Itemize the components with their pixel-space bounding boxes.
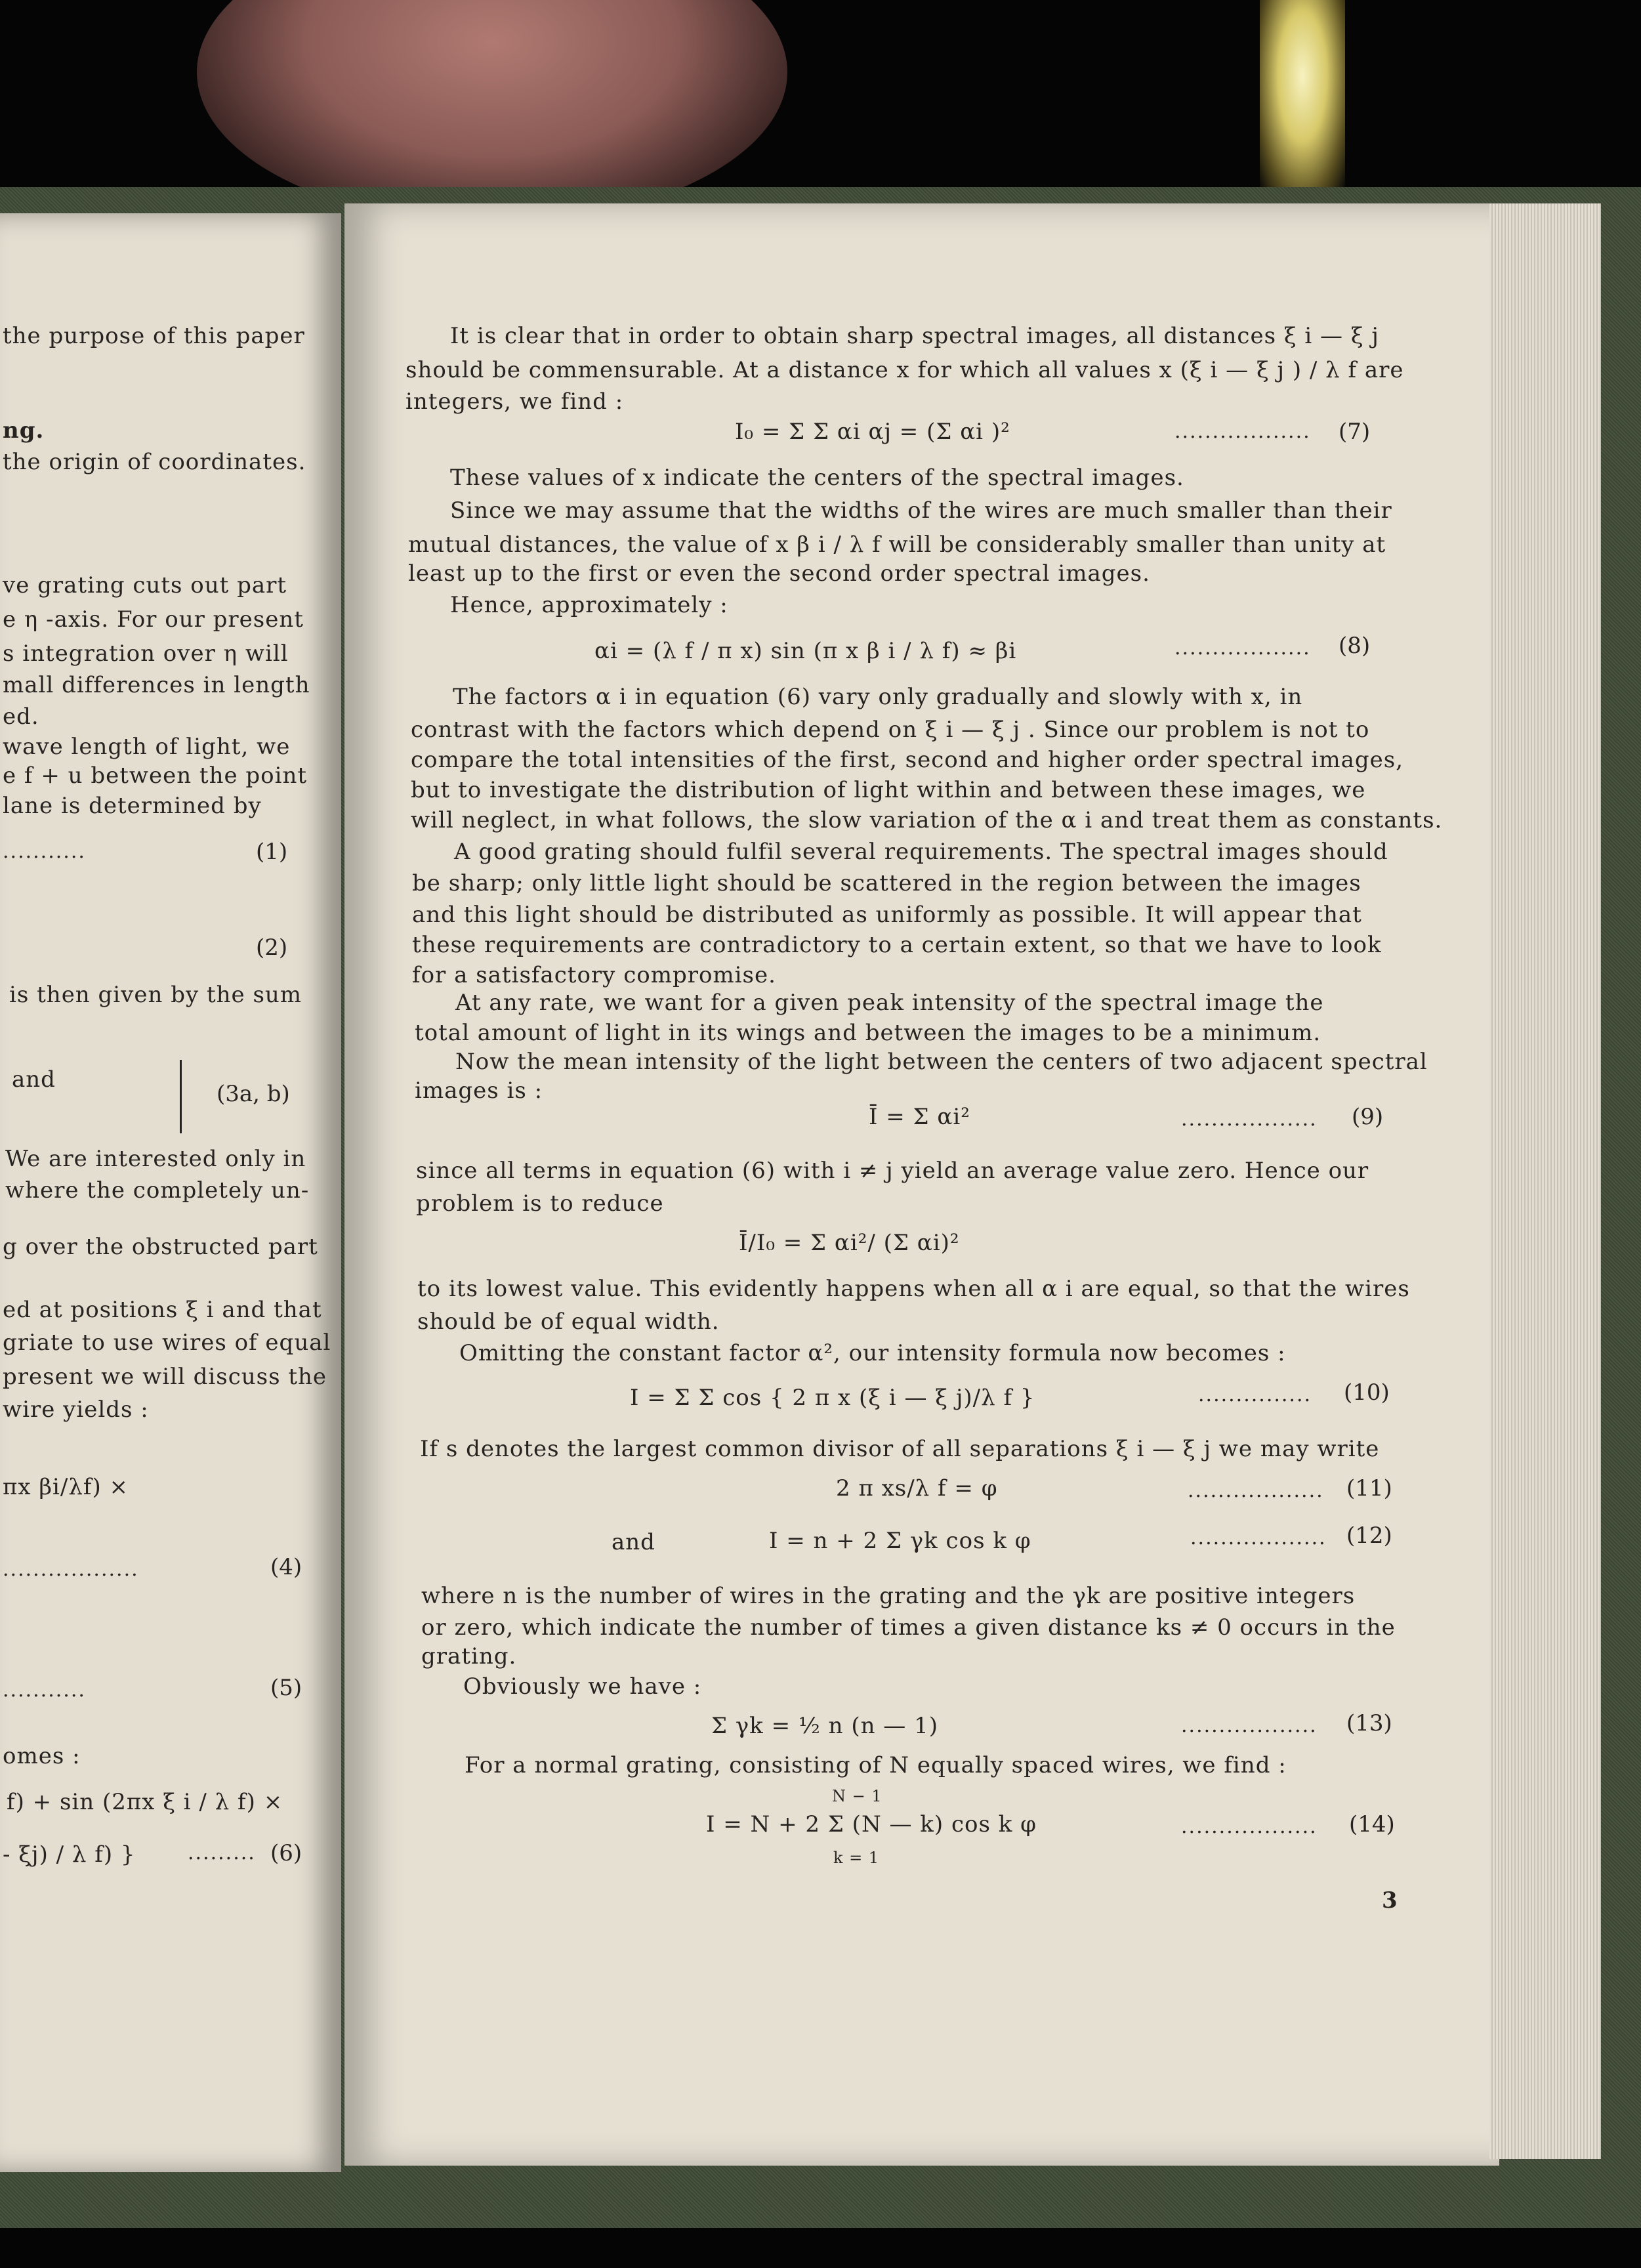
equation-number: (10) <box>1344 1379 1390 1406</box>
text-line: where n is the number of wires in the grating and the γk are positive integers <box>421 1583 1356 1609</box>
text-line: It is clear that in order to obtain sharp spectral images, all distances ξ i — ξ j <box>450 323 1379 349</box>
text-line: will neglect, in what follows, the slow variation of the α i and treat them as constants. <box>411 807 1443 833</box>
equation-number: (14) <box>1349 1811 1395 1838</box>
text-line: e η -axis. For our present <box>3 606 304 633</box>
dot-leader: ........... <box>3 840 86 863</box>
dot-leader: ............... <box>1198 1383 1312 1406</box>
equation-number: (4) <box>270 1554 302 1580</box>
text-line: Hence, approximately : <box>450 592 728 618</box>
text-line: These values of x indicate the centers of the spectral images. <box>450 465 1184 491</box>
text-line: ng. <box>3 417 45 444</box>
text-line: ed at positions ξ i and that <box>3 1297 322 1323</box>
text-line: compare the total intensities of the first, second and higher order spectral images, <box>411 747 1404 773</box>
text-line: least up to the first or even the second order spectral images. <box>408 560 1150 587</box>
equation-number: (2) <box>256 934 288 961</box>
equation: I₀ = Σ Σ αi αj = (Σ αi )² <box>735 419 1010 445</box>
text-line: Obviously we have : <box>463 1673 702 1700</box>
text-line: griate to use wires of equal <box>3 1330 331 1356</box>
text-line: and <box>612 1529 655 1555</box>
brace <box>169 1060 182 1133</box>
equation: I = N + 2 Σ (N — k) cos k φ <box>706 1811 1037 1838</box>
text-line: be sharp; only little light should be scattered in the region between the images <box>412 870 1361 896</box>
text-line: and this light should be distributed as uniformly as possible. It will appear that <box>412 902 1362 928</box>
text-line: these requirements are contradictory to a certain extent, so that we have to look <box>412 932 1382 958</box>
text-line: Since we may assume that the widths of the wires are much smaller than their <box>450 497 1392 524</box>
text-line: g over the obstructed part <box>3 1234 318 1260</box>
text-line: e f + u between the point <box>3 763 308 789</box>
equation: I = n + 2 Σ γk cos k φ <box>769 1528 1031 1554</box>
text-line: to its lowest value. This evidently happens when all α i are equal, so that the wires <box>417 1276 1410 1302</box>
dot-leader: .................. <box>1174 637 1311 660</box>
text-line: ve grating cuts out part <box>3 572 287 598</box>
text-line: images is : <box>415 1078 543 1104</box>
equation-number: (8) <box>1339 633 1371 659</box>
text-line: For a normal grating, consisting of N equally spaced wires, we find : <box>465 1752 1287 1778</box>
text-line: πx βi/λf) × <box>3 1474 129 1500</box>
text-line: At any rate, we want for a given peak intensity of the spectral image the <box>455 990 1324 1016</box>
equation: αi = (λ f / π x) sin (π x β i / λ f) ≈ βi <box>594 638 1017 664</box>
text-line: present we will discuss the <box>3 1364 327 1390</box>
equation-number: (13) <box>1346 1710 1392 1736</box>
text-line: since all terms in equation (6) with i ≠ j yield an average value zero. Hence our <box>416 1158 1369 1184</box>
equation-number: (9) <box>1352 1104 1384 1130</box>
equation-number: (3a, b) <box>217 1081 290 1107</box>
equation-number: (5) <box>270 1675 302 1701</box>
text-line: Now the mean intensity of the light between the centers of two adjacent spectral <box>455 1049 1428 1075</box>
text-line: s integration over η will <box>3 640 289 667</box>
text-line: the purpose of this paper <box>3 323 305 349</box>
equation-limit: k = 1 <box>833 1849 880 1867</box>
equation-limit: N − 1 <box>832 1787 883 1805</box>
text-line: mall differences in length <box>3 672 310 698</box>
dot-leader: ........... <box>3 1679 86 1702</box>
text-line: f) + sin (2πx ξ i / λ f) × <box>7 1789 283 1815</box>
text-line: lane is determined by <box>3 793 262 819</box>
text-line: wire yields : <box>3 1396 149 1423</box>
text-line: the origin of coordinates. <box>3 449 306 475</box>
dot-leader: .................. <box>1174 420 1311 443</box>
dot-leader: .................. <box>1181 1815 1318 1838</box>
text-line: total amount of light in its wings and between the images to be a minimum. <box>415 1020 1321 1046</box>
text-line: omes : <box>3 1743 81 1769</box>
dot-leader: .................. <box>1188 1479 1324 1502</box>
equation-number: (11) <box>1346 1475 1392 1502</box>
equation: Ī = Σ αi² <box>869 1104 970 1130</box>
text-line: is then given by the sum <box>9 982 302 1008</box>
dot-leader: ......... <box>188 1841 256 1864</box>
text-line: We are interested only in <box>5 1146 306 1172</box>
text-line: grating. <box>421 1643 517 1670</box>
lamp-glare <box>1260 0 1345 190</box>
equation-number: (6) <box>270 1840 302 1866</box>
equation: 2 π xs/λ f = φ <box>836 1475 998 1502</box>
text-line: or zero, which indicate the number of times a given distance ks ≠ 0 occurs in the <box>421 1614 1396 1641</box>
text-line: A good grating should fulfil several requirements. The spectral images should <box>454 839 1388 865</box>
dot-leader: .................. <box>1181 1108 1318 1131</box>
text-line: contrast with the factors which depend on ξ i — ξ j . Since our problem is not to <box>411 717 1370 743</box>
text-line: but to investigate the distribution of light within and between these images, we <box>411 777 1366 803</box>
equation: Σ γk = ½ n (n — 1) <box>711 1713 939 1739</box>
text-line: Omitting the constant factor α², our intensity formula now becomes : <box>459 1340 1286 1366</box>
text-line: The factors α i in equation (6) vary only gradually and slowly with x, in <box>453 684 1303 710</box>
text-line: mutual distances, the value of x β i / λ f will be considerably smaller than unity at <box>408 532 1386 558</box>
page-edges <box>1489 203 1601 2159</box>
text-line: and <box>12 1066 56 1093</box>
equation: I = Σ Σ cos { 2 π x (ξ i — ξ j)/λ f } <box>630 1385 1035 1411</box>
text-line: where the completely un- <box>5 1177 310 1204</box>
dot-leader: .................. <box>3 1558 139 1581</box>
dot-leader: .................. <box>1190 1526 1327 1549</box>
text-line: should be commensurable. At a distance x for which all values x (ξ i — ξ j ) / λ f are <box>405 357 1404 383</box>
dot-leader: .................. <box>1181 1714 1318 1737</box>
text-line: wave length of light, we <box>3 734 291 760</box>
text-line: for a satisfactory compromise. <box>412 962 776 988</box>
text-line: should be of equal width. <box>417 1309 720 1335</box>
equation-number: (1) <box>256 839 288 865</box>
equation: Ī/I₀ = Σ αi²/ (Σ αi)² <box>739 1230 960 1256</box>
page-number: 3 <box>1382 1887 1398 1914</box>
equation-number: (12) <box>1346 1522 1392 1549</box>
text-line: integers, we find : <box>405 388 624 415</box>
text-line: ed. <box>3 704 39 730</box>
text-line: If s denotes the largest common divisor of all separations ξ i — ξ j we may write <box>420 1436 1380 1462</box>
equation-number: (7) <box>1339 419 1371 445</box>
text-line: problem is to reduce <box>416 1190 664 1217</box>
text-line: - ξj) / λ f) } <box>3 1841 136 1868</box>
